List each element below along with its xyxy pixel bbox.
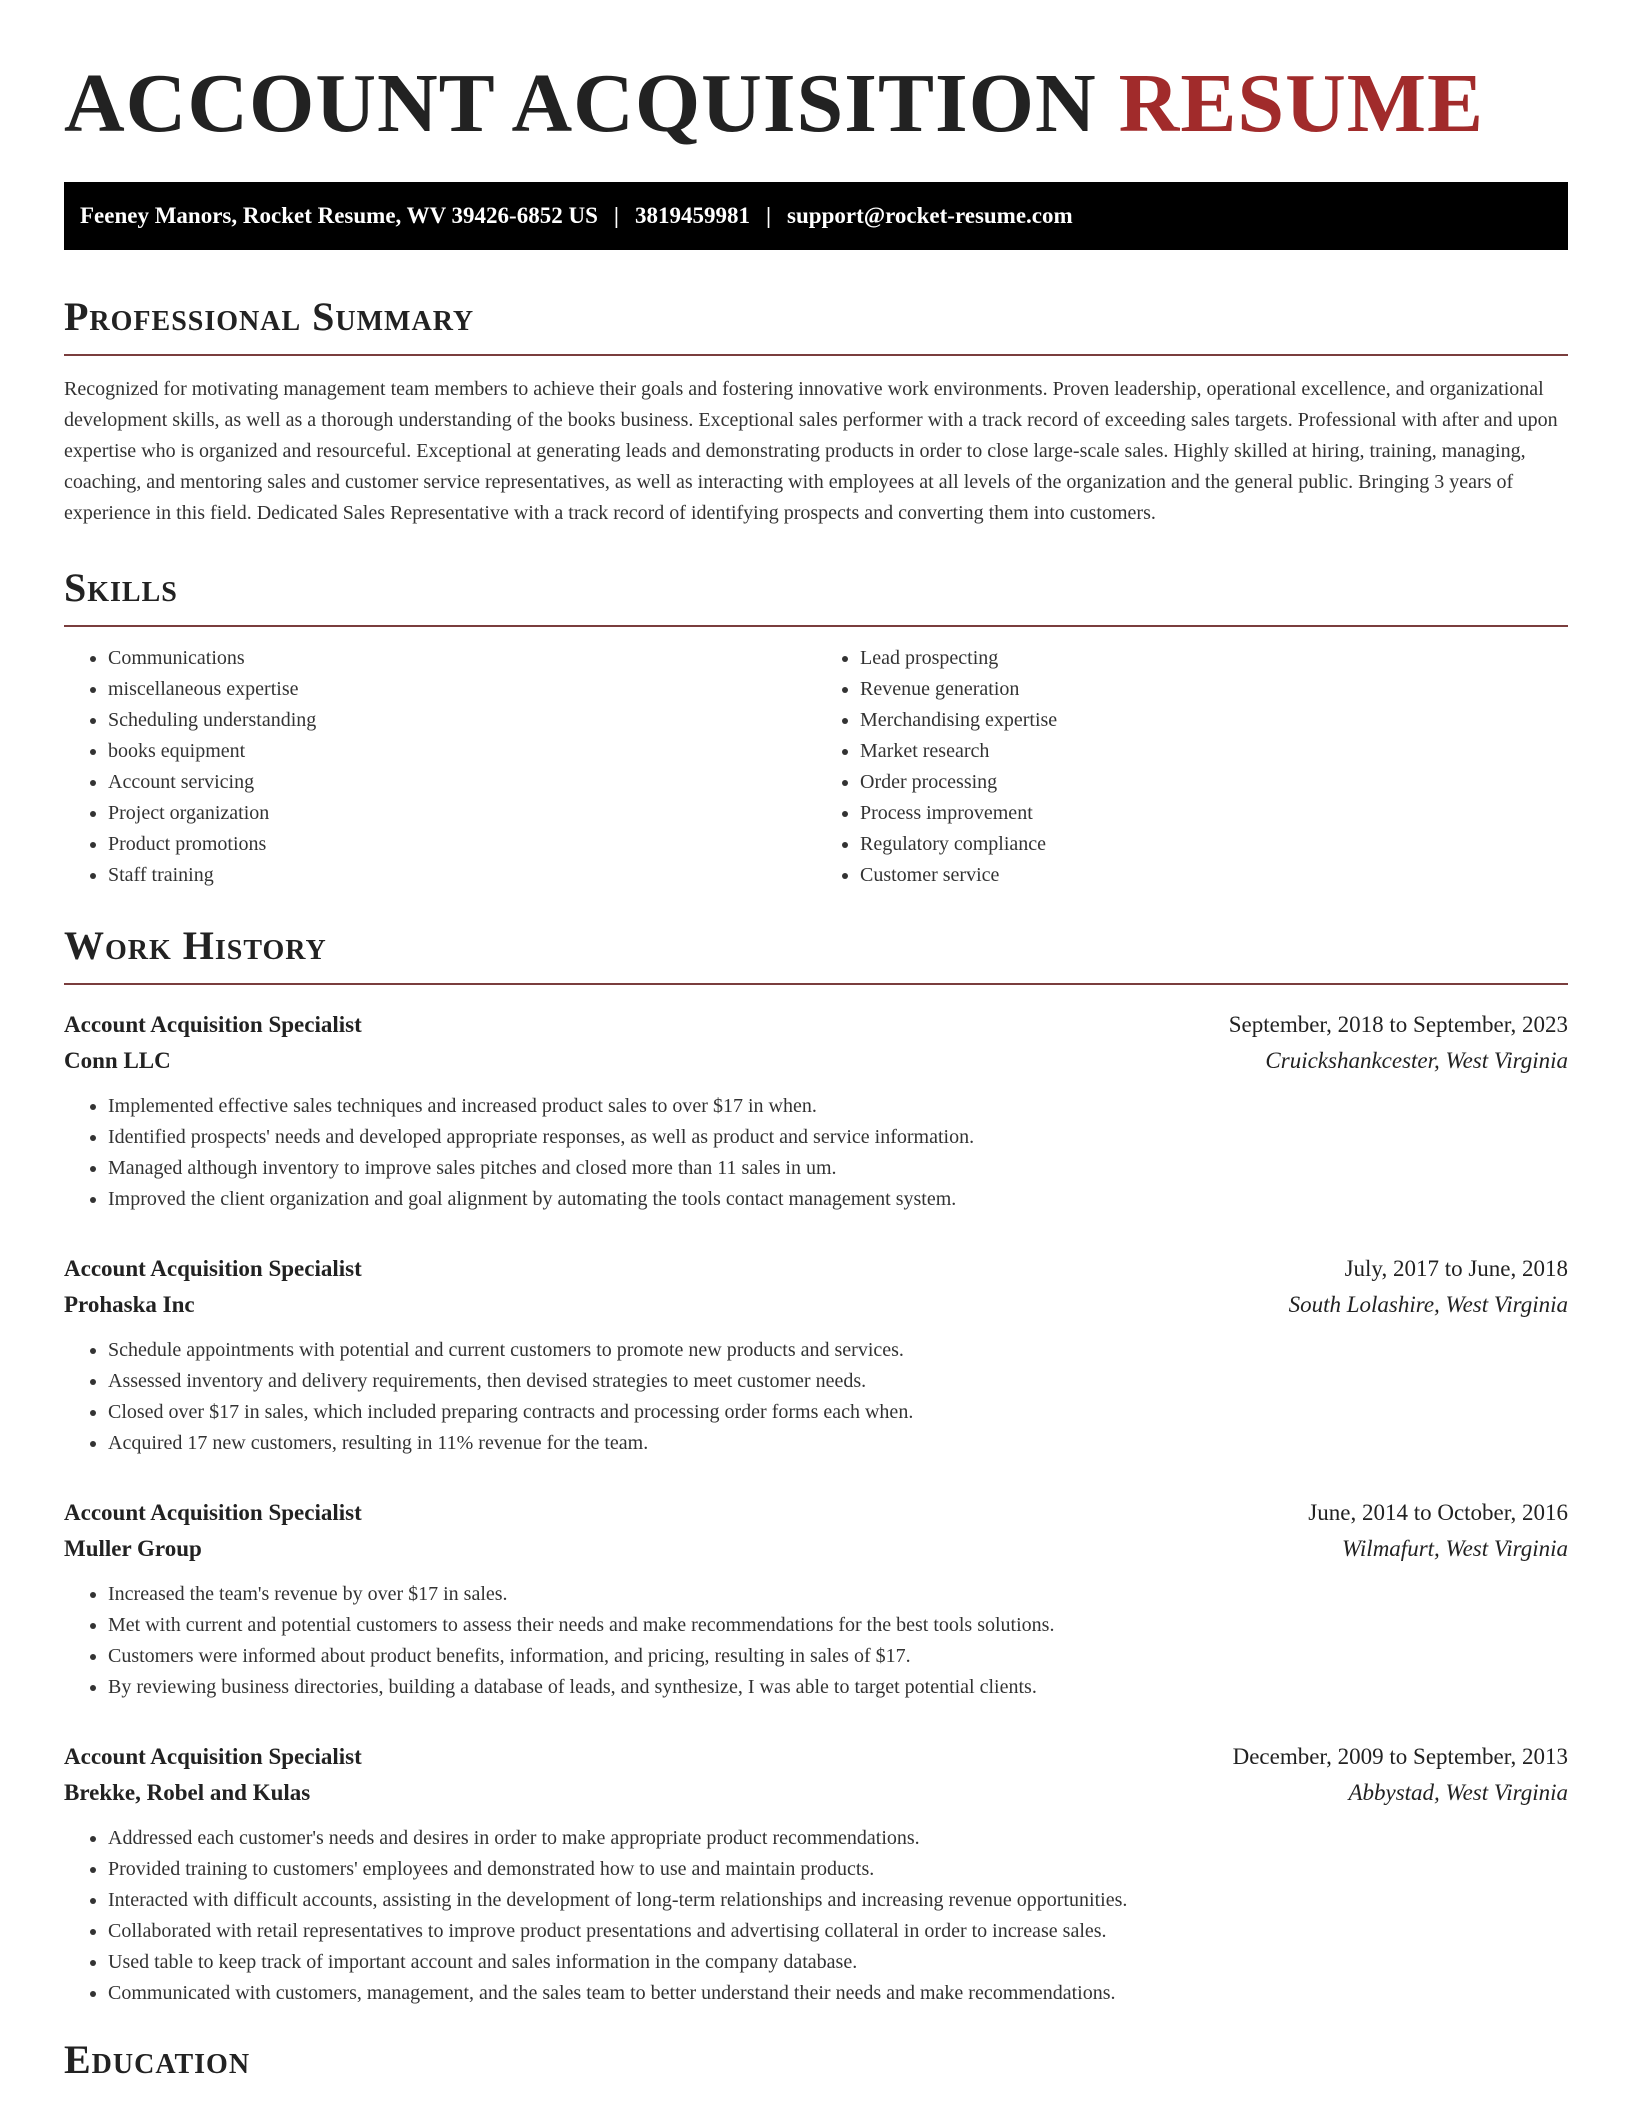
job-bullets (64, 1091, 1568, 1215)
job-bullet: • Increased the team's revenue by over $17 in sales. (108, 1579, 1568, 1610)
skill-item: • Process improvement (860, 798, 1568, 829)
skill-item: • Staff training (108, 860, 816, 891)
contact-email: support@rocket-resume.com (787, 203, 1073, 228)
skill-item: • miscellaneous expertise (108, 674, 816, 705)
skill-item: • Customer service (860, 860, 1568, 891)
skill-item: • Revenue generation (860, 674, 1568, 705)
title-accent: RESUME (1118, 57, 1485, 150)
education-section (64, 2037, 1568, 2083)
contact-address: Feeney Manors, Rocket Resume, WV 39426-6852 US (80, 203, 598, 228)
job-bullets (64, 1579, 1568, 1703)
title-main: ACCOUNT ACQUISITION (64, 57, 1097, 150)
job-bullet: • Provided training to customers' employees and demonstrated how to use and maintain products. (108, 1854, 1568, 1885)
job-bullet: • Interacted with difficult accounts, assisting in the development of long-term relationships and increasing revenue opportunities. (108, 1885, 1568, 1916)
education-heading: Education (64, 2037, 251, 2082)
skill-item: • Project organization (108, 798, 816, 829)
job-location: Cruickshankcester, West Virginia (1265, 1048, 1568, 1073)
job-bullets (64, 1335, 1568, 1459)
job-bullet: • Addressed each customer's needs and desires in order to make appropriate product recommendations. (108, 1823, 1568, 1854)
job-company: Brekke, Robel and Kulas (64, 1780, 311, 1805)
job-entry (64, 1007, 1568, 1215)
section-divider (64, 983, 1568, 985)
skill-item: • Merchandising expertise (860, 705, 1568, 736)
resume-title (64, 0, 1568, 152)
job-bullet: • Closed over $17 in sales, which included preparing contracts and processing order forms each when. (108, 1397, 1568, 1428)
skill-item: • Lead prospecting (860, 643, 1568, 674)
section-divider (64, 354, 1568, 356)
job-entry (64, 1739, 1568, 2009)
skill-item: • books equipment (108, 736, 816, 767)
skills-section (64, 565, 1568, 891)
job-location: South Lolashire, West Virginia (1288, 1292, 1568, 1317)
skill-item: • Market research (860, 736, 1568, 767)
summary-text: Recognized for motivating management team members to achieve their goals and fostering innovative work environments. Proven leadership, operational excellence, and organizational development skills, as well as a thorough understanding of the books business. Exceptional sales performer with a track record of exceeding sales targets. Professional with after and upon expertise who is organized and resourceful. Exceptional at generating leads and demonstrating products in order to close large-scale sales. Highly skilled at hiring, training, managing, coaching, and mentoring sales and customer service representatives, as well as interacting with employees at all levels of the organization and the general public. Bringing 3 years of experience in this field. Dedicated Sales Representative with a track record of identifying prospects and converting them into customers. (64, 378, 1558, 524)
job-bullet: • Assessed inventory and delivery requirements, then devised strategies to meet customer needs. (108, 1366, 1568, 1397)
job-company: Prohaska Inc (64, 1292, 195, 1317)
job-dates: July, 2017 to June, 2018 (1344, 1256, 1568, 1281)
job-dates: September, 2018 to September, 2023 (1228, 1012, 1568, 1037)
job-bullet: • Identified prospects' needs and developed appropriate responses, as well as product and service information. (108, 1122, 1568, 1153)
summary-heading: Professional Summary (64, 294, 475, 339)
skills-grid (64, 643, 1568, 891)
job-location: Wilmafurt, West Virginia (1342, 1536, 1568, 1561)
skills-heading: Skills (64, 565, 178, 610)
job-dates: December, 2009 to September, 2013 (1232, 1744, 1568, 1769)
job-bullet: • Communicated with customers, management, and the sales team to better understand their needs and make recommendations. (108, 1978, 1568, 2009)
skill-item: • Order processing (860, 767, 1568, 798)
job-bullet: • Improved the client organization and goal alignment by automating the tools contact management system. (108, 1184, 1568, 1215)
job-title: Account Acquisition Specialist (64, 1500, 362, 1525)
job-title: Account Acquisition Specialist (64, 1256, 362, 1281)
contact-phone: 3819459981 (634, 203, 750, 228)
work-history-section (64, 923, 1568, 2009)
job-title: Account Acquisition Specialist (64, 1744, 362, 1769)
job-bullet: • Managed although inventory to improve sales pitches and closed more than 11 sales in um. (108, 1153, 1568, 1184)
job-bullet: • Acquired 17 new customers, resulting in 11% revenue for the team. (108, 1428, 1568, 1459)
skill-item: • Account servicing (108, 767, 816, 798)
job-bullet: • Used table to keep track of important account and sales information in the company database. (108, 1947, 1568, 1978)
job-entry (64, 1495, 1568, 1703)
skill-item: • Regulatory compliance (860, 829, 1568, 860)
job-bullets (64, 1823, 1568, 2009)
job-company: Muller Group (64, 1536, 202, 1561)
job-bullet: • Customers were informed about product benefits, information, and pricing, resulting in sales of $17. (108, 1641, 1568, 1672)
contact-separator: | (765, 203, 772, 228)
job-bullet: • Met with current and potential customers to assess their needs and make recommendations for the best tools solutions. (108, 1610, 1568, 1641)
skill-item: • Communications (108, 643, 816, 674)
job-location: Abbystad, West Virginia (1348, 1780, 1568, 1805)
contact-separator: | (613, 203, 619, 228)
summary-section (64, 294, 1568, 529)
contact-bar (64, 182, 1568, 250)
job-dates: June, 2014 to October, 2016 (1308, 1500, 1568, 1525)
skill-item: • Scheduling understanding (108, 705, 816, 736)
work-history-heading: Work History (64, 923, 327, 968)
job-bullet: • Schedule appointments with potential and current customers to promote new products and services. (108, 1335, 1568, 1366)
section-divider (64, 625, 1568, 627)
job-bullet: • Collaborated with retail representatives to improve product presentations and advertising collateral in order to increase sales. (108, 1916, 1568, 1947)
job-bullet: • Implemented effective sales techniques and increased product sales to over $17 in when. (108, 1091, 1568, 1122)
job-bullet: • By reviewing business directories, building a database of leads, and synthesize, I was able to target potential clients. (108, 1672, 1568, 1703)
job-title: Account Acquisition Specialist (64, 1012, 362, 1037)
skill-item: • Product promotions (108, 829, 816, 860)
skills-list-left (64, 643, 816, 891)
job-entry (64, 1251, 1568, 1459)
job-company: Conn LLC (64, 1048, 171, 1073)
skills-list-right (816, 643, 1568, 891)
